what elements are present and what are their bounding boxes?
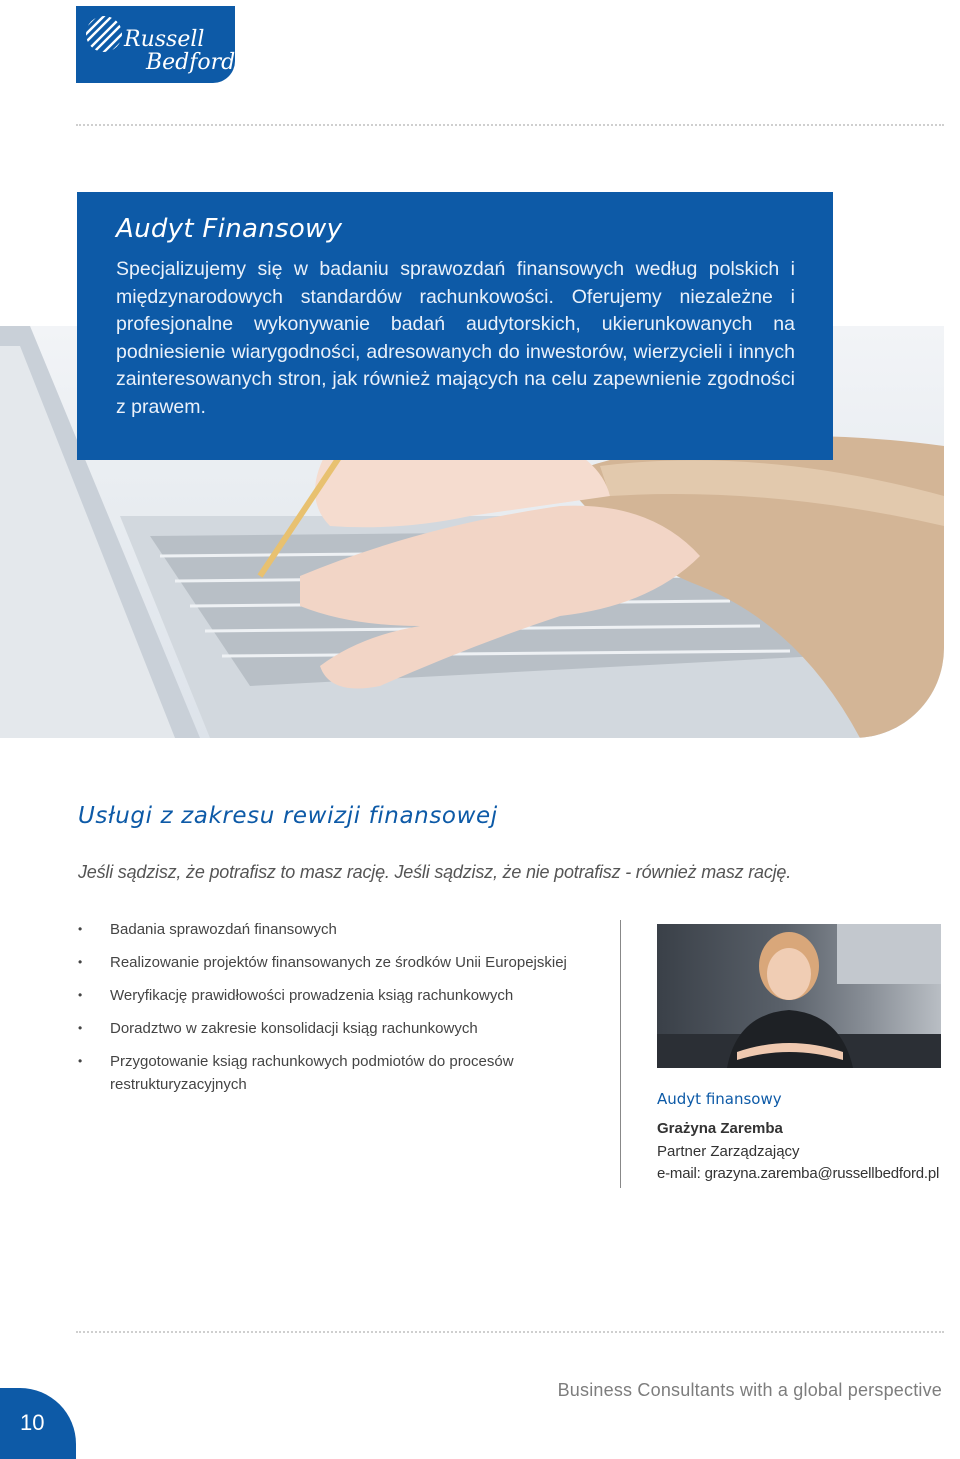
logo-wordmark <box>124 28 235 74</box>
section-title: Usługi z zakresu rewizji finansowej <box>78 803 498 829</box>
footer-tagline: Business Consultants with a global perspective <box>557 1380 942 1400</box>
services-list <box>78 918 598 1106</box>
logo-line-1: Russell <box>124 27 205 52</box>
vertical-divider <box>620 920 621 1188</box>
list-item: • Realizowanie projektów finansowanych ze środków Unii Europejskiej <box>78 951 598 974</box>
top-divider <box>76 124 944 126</box>
list-item: • Weryfikację prawidłowości prowadzenia ksiąg rachunkowych <box>78 984 598 1007</box>
contact-card <box>657 1090 939 1182</box>
bottom-divider <box>76 1331 944 1333</box>
contact-name: Grażyna Zaremba <box>657 1120 783 1137</box>
contact-position: Partner Zarządzający <box>657 1143 800 1160</box>
contact-role: Audyt finansowy <box>657 1090 782 1108</box>
page-number: 10 <box>20 1410 45 1435</box>
hero-title: Audyt Finansowy <box>116 214 343 244</box>
list-item: • Przygotowanie ksiąg rachunkowych podmiotów do procesów restrukturyzacyjnych <box>78 1050 598 1096</box>
globe-icon <box>84 14 124 54</box>
hero-text: Specjalizujemy się w badaniu sprawozdań finansowych według polskich i międzynarodowych standardów rachunkowości. Oferujemy niezależne i profesjonalne wykonywanie badań audytorskich, ukierunkowanych na podniesienie wiarygodności, adresowanych do inwestorów, wierzycieli i innych zainteresowanych stron, jak również mających na celu zapewnienie zgodności z prawem. <box>116 258 795 418</box>
page-number-badge <box>0 1388 76 1459</box>
section-quote: Jeśli sądzisz, że potrafisz to masz rację. Jeśli sądzisz, że nie potrafisz - również masz rację. <box>78 862 792 882</box>
russell-bedford-logo <box>76 6 235 83</box>
logo-line-2: Bedford <box>146 50 236 75</box>
list-item: • Badania sprawozdań finansowych <box>78 918 598 941</box>
contact-email: e-mail: grazyna.zaremba@russellbedford.pl <box>657 1165 940 1182</box>
hero-panel <box>77 192 833 460</box>
list-item: • Doradztwo w zakresie konsolidacji ksiąg rachunkowych <box>78 1017 598 1040</box>
contact-portrait <box>657 924 941 1068</box>
portrait-illustration <box>657 924 941 1068</box>
